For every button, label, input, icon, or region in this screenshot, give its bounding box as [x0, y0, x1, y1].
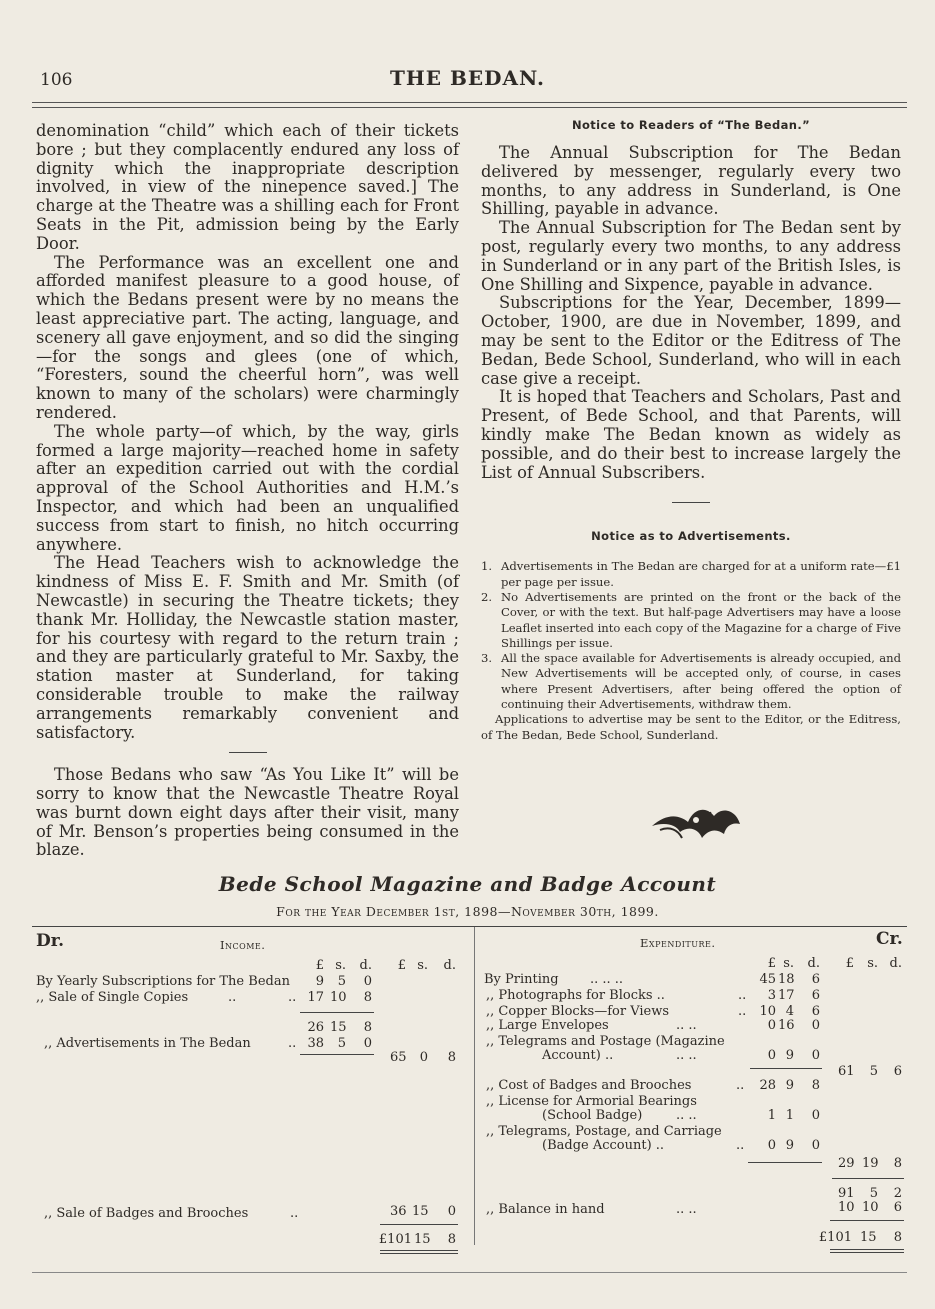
- amount-pence: 0: [447, 1204, 456, 1219]
- expense-telegrams-badge-label-cont: (Badge Account) ..: [542, 1138, 665, 1153]
- expenditure-grand-total: £101: [818, 1230, 852, 1245]
- leader-dots: ..: [738, 1004, 747, 1019]
- notice-readers-paragraph: The Annual Subscription for The Bedan delivered by messenger, regularly every two months, to any address in Sunderland, is One Shilling, payable in advance.: [481, 143, 901, 219]
- amount-pence: 2: [893, 1186, 902, 1201]
- amount-pounds: 10: [759, 1004, 776, 1019]
- credit-label: Cr.: [876, 929, 903, 949]
- list-item: 3. All the space available for Advertisements is already occupied, and New Advertisements will be accepted only, of course, in cases where Present Advertisers, after being offered the option of continuing their Advertisements, withdraw them.: [481, 651, 901, 712]
- notice-readers-paragraph: Subscriptions for the Year, December, 1899—October, 1900, are due in November, 1899, and may be sent to the Editor or the Editress of The Bedan, Bede School, Sunderland, who will in each case give a receipt.: [481, 293, 901, 388]
- income-grand-total: £101: [378, 1232, 412, 1247]
- amount-shillings: 16: [778, 1018, 795, 1033]
- lsd-header: s.: [417, 958, 428, 973]
- account-top-rule: [32, 926, 907, 927]
- amount-pence: 6: [811, 1004, 820, 1019]
- amount-pounds: 91: [838, 1186, 855, 1201]
- paragraph-performance: The Performance was an excellent one and afforded manifest pleasure to a good house, of which the Bedans present were by no means the least appreciative part. The acting, language, and scenery all gave enjoyment, and so did the singing—for the songs and glees (one of which, “Foresters, sound the cheerful horn”, was well known to many of the scholars) were charmingly rendered.: [36, 252, 459, 422]
- header-double-rule: [32, 102, 907, 108]
- amount-pence: 0: [811, 1138, 820, 1153]
- advertisement-closing-note: Applications to advertise may be sent to the Editor, or the Editress, of The Bedan, Bede School, Sunderland.: [481, 712, 901, 742]
- expense-copper-blocks-label: ,, Copper Blocks—for Views: [486, 1004, 670, 1019]
- amount-pence: 8: [363, 990, 372, 1005]
- expense-envelopes-label: ,, Large Envelopes: [486, 1018, 609, 1033]
- amount-pence: 8: [893, 1156, 902, 1171]
- amount-pence: 0: [811, 1018, 820, 1033]
- leader-dots: ..: [736, 1138, 745, 1153]
- amount-pence: 6: [893, 1200, 902, 1215]
- amount-shillings: 15: [860, 1230, 877, 1245]
- right-column: [481, 118, 901, 743]
- amount-pence: 8: [447, 1050, 456, 1065]
- amount-pounds: 29: [838, 1156, 855, 1171]
- leader-dots: ..: [736, 1078, 745, 1093]
- total-double-rule: [830, 1249, 904, 1253]
- amount-pounds: 28: [759, 1078, 776, 1093]
- section-divider: [229, 752, 267, 753]
- amount-shillings: 9: [785, 1048, 794, 1063]
- list-item: 1. Advertisements in The Bedan are charged for at a uniform rate—£1 per page per issue.: [481, 559, 901, 589]
- amount-pounds: 45: [759, 972, 776, 987]
- paragraph-party: The whole party—of which, by the way, girls formed a large majority—reached home in safety after an expedition carried out with the cordial approval of the School Authorities and H.M.’s Inspector, and which had been an unqualified success from start to finish, no hitch occurring anywhere.: [36, 421, 459, 554]
- amount-shillings: 5: [869, 1186, 878, 1201]
- expense-balance-label: ,, Balance in hand: [486, 1202, 605, 1217]
- paragraph-thanks: The Head Teachers wish to acknowledge the kindness of Miss E. F. Smith and Mr. Smith (of Newcastle) in securing the Theatre tickets; they thank Mr. Holliday, the Newcastle station master, for his courtesy with regard to the return train ; and they are particularly grateful to Mr. Saxby, the station master at Sunderland, for taking considerable trouble to make the railway arrangements remarkably convenient and satisfactory.: [36, 553, 459, 742]
- lsd-header: d.: [807, 956, 820, 971]
- subtotal-rule: [832, 1178, 904, 1179]
- leader-dots: .. ..: [676, 1048, 697, 1063]
- lsd-header: d.: [443, 958, 456, 973]
- income-badges-label: ,, Sale of Badges and Brooches: [44, 1206, 249, 1221]
- subtotal-rule: [300, 1012, 374, 1013]
- leader-dots: ..: [290, 1206, 299, 1221]
- expense-telegrams-badge-label: ,, Telegrams, Postage, and Carriage: [486, 1124, 722, 1139]
- amount-shillings: 5: [337, 1036, 346, 1051]
- amount-shillings: 9: [785, 1078, 794, 1093]
- amount-pence: 0: [363, 974, 372, 989]
- amount-shillings: 5: [337, 974, 346, 989]
- amount-pence: 6: [811, 972, 820, 987]
- page-number: 106: [40, 70, 73, 90]
- subtotal-rule: [748, 1162, 822, 1163]
- amount-pounds: 61: [838, 1064, 855, 1079]
- amount-pence: 8: [363, 1020, 372, 1035]
- subtotal-rule: [750, 1068, 822, 1069]
- advertisement-rules-list: [481, 559, 901, 712]
- amount-pounds: 38: [307, 1036, 324, 1051]
- notice-ads-heading: Notice as to Advertisements.: [591, 529, 791, 544]
- income-advertisements-label: ,, Advertisements in The Bedan: [44, 1036, 251, 1051]
- paragraph-continuation: denomination “child” which each of their tickets bore ; but they complacently endured any loss of dignity which the inappropriate description involved, in view of the ninepence saved.] The charge at the Theatre was a shilling each for Front Seats in the Pit, admission being by the Early Door.: [36, 121, 459, 253]
- amount-shillings: 4: [785, 1004, 794, 1019]
- amount-pence: 0: [811, 1048, 820, 1063]
- amount-shillings: 15: [412, 1204, 429, 1219]
- lsd-header: s.: [867, 956, 878, 971]
- amount-pounds: 9: [315, 974, 324, 989]
- list-item: 2. No Advertisements are printed on the front or the back of the Cover, or with the text. But half-page Advertisers may have a loose Leaflet inserted into each copy of the Magazine for a charge of Five Shillings per issue.: [481, 589, 901, 650]
- amount-pence: 6: [811, 988, 820, 1003]
- leader-dots: ..: [288, 1036, 297, 1051]
- amount-pence: 8: [811, 1078, 820, 1093]
- lsd-header: £: [397, 958, 406, 973]
- amount-shillings: 10: [862, 1200, 879, 1215]
- leader-dots: ..: [288, 990, 297, 1005]
- lsd-header: £: [845, 956, 854, 971]
- amount-pence: 0: [811, 1108, 820, 1123]
- amount-pounds: 65: [390, 1050, 407, 1065]
- amount-pounds: 17: [307, 990, 324, 1005]
- subtotal-rule: [300, 1054, 374, 1055]
- account-subtitle: For the Year December 1st, 1898—November 30th, 1899.: [276, 904, 659, 919]
- lsd-header: d.: [889, 956, 902, 971]
- income-heading: Income.: [220, 938, 266, 952]
- notice-readers-paragraph: The Annual Subscription for The Bedan sent by post, regularly every two months, to any address in Sunderland or in any part of the British Isles, is One Shilling and Sixpence, payable in advance.: [481, 218, 901, 294]
- expense-telegrams-magazine-label-cont: Account) ..: [542, 1048, 614, 1063]
- account-column-divider: [474, 927, 475, 1245]
- lsd-header: d.: [359, 958, 372, 973]
- amount-pounds: 10: [838, 1200, 855, 1215]
- amount-shillings: 9: [785, 1138, 794, 1153]
- amount-pounds: 1: [767, 1108, 776, 1123]
- leader-dots: ..: [228, 990, 237, 1005]
- amount-pence: 8: [893, 1230, 902, 1245]
- paragraph-theatre-fire: Those Bedans who saw “As You Like It” will be sorry to know that the Newcastle Theatre Royal was burnt down eight days after their visit, many of Mr. Benson’s properties being consumed in the blaze.: [36, 765, 459, 860]
- amount-pounds: 0: [767, 1048, 776, 1063]
- left-column: [36, 122, 459, 860]
- expense-telegrams-magazine-label: ,, Telegrams and Postage (Magazine: [486, 1034, 725, 1049]
- expense-printing-label: By Printing: [484, 972, 559, 987]
- amount-shillings: 19: [862, 1156, 879, 1171]
- fleuron-ornament: [648, 800, 744, 842]
- amount-pounds: 0: [767, 1018, 776, 1033]
- amount-pounds: 36: [390, 1204, 407, 1219]
- leader-dots: .. ..: [676, 1108, 697, 1123]
- section-divider: [672, 502, 710, 503]
- total-double-rule: [380, 1250, 458, 1254]
- amount-shillings: 15: [414, 1232, 431, 1247]
- running-title: THE BEDAN.: [390, 66, 545, 90]
- notice-readers-paragraph: It is hoped that Teachers and Scholars, Past and Present, of Bede School, and that Parents, will kindly make The Bedan known as widely as possible, and do their best to increase largely the List of Annual Subscribers.: [481, 387, 901, 482]
- leader-dots: .. ..: [676, 1202, 697, 1217]
- lsd-header: £: [315, 958, 324, 973]
- lsd-header: s.: [783, 956, 794, 971]
- account-bottom-rule: [32, 1272, 907, 1273]
- amount-shillings: 5: [869, 1064, 878, 1079]
- amount-pounds: 0: [767, 1138, 776, 1153]
- amount-pence: 6: [893, 1064, 902, 1079]
- lsd-header: £: [767, 956, 776, 971]
- amount-pence: 8: [447, 1232, 456, 1247]
- leader-dots: ..: [738, 988, 747, 1003]
- amount-shillings: 15: [330, 1020, 347, 1035]
- amount-pounds: 26: [307, 1020, 324, 1035]
- leader-dots: .. .. ..: [590, 972, 624, 987]
- income-yearly-subscriptions-label: By Yearly Subscriptions for The Bedan: [36, 974, 290, 989]
- account-title: Bede School Magazine and Badge Account: [218, 872, 717, 896]
- amount-shillings: 17: [778, 988, 795, 1003]
- expense-photographs-label: ,, Photographs for Blocks ..: [486, 988, 665, 1003]
- amount-shillings: 1: [785, 1108, 794, 1123]
- notice-readers-heading: Notice to Readers of “The Bedan.”: [571, 118, 811, 132]
- expenditure-heading: Expenditure.: [640, 936, 716, 950]
- expense-license-label-cont: (School Badge): [542, 1108, 643, 1123]
- amount-pence: 0: [363, 1036, 372, 1051]
- expense-badges-cost-label: ,, Cost of Badges and Brooches: [486, 1078, 692, 1093]
- amount-shillings: 18: [778, 972, 795, 987]
- total-rule: [380, 1224, 458, 1225]
- leader-dots: .. ..: [676, 1018, 697, 1033]
- expense-license-label: ,, License for Armorial Bearings: [486, 1094, 697, 1109]
- amount-pounds: 3: [767, 988, 776, 1003]
- amount-shillings: 10: [330, 990, 347, 1005]
- total-rule: [830, 1220, 904, 1221]
- debit-label: Dr.: [36, 931, 65, 951]
- income-single-copies-label: ,, Sale of Single Copies: [36, 990, 189, 1005]
- amount-shillings: 0: [419, 1050, 428, 1065]
- lsd-header: s.: [335, 958, 346, 973]
